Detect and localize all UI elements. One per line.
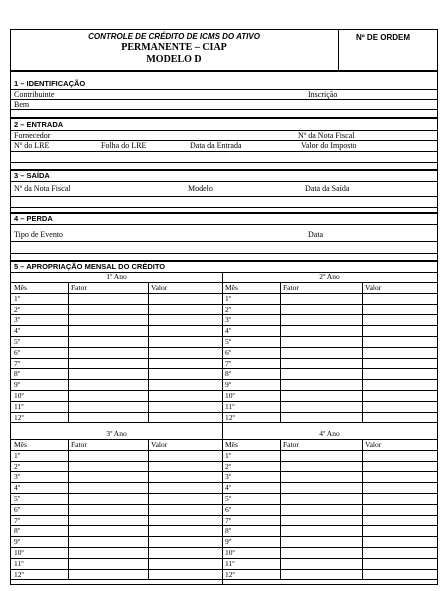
month-label: 12º <box>14 412 24 422</box>
fator-field[interactable] <box>69 315 147 324</box>
valor-field[interactable] <box>149 472 221 481</box>
section-perda-title: 4 – PERDA <box>14 214 53 223</box>
month-label: 2º <box>14 304 21 314</box>
column-header: Mês <box>14 283 27 292</box>
month-label: 7º <box>14 358 21 368</box>
valor-field[interactable] <box>363 326 436 335</box>
valor-field[interactable] <box>149 570 221 579</box>
valor-field[interactable] <box>363 402 436 411</box>
valor-field[interactable] <box>363 391 436 400</box>
column-header: Valor <box>365 283 382 292</box>
form-title-line1: CONTROLE DE CRÉDITO DE ICMS DO ATIVO <box>88 32 260 41</box>
month-label: 3º <box>225 472 232 482</box>
fator-field[interactable] <box>69 516 147 525</box>
row-line <box>11 89 437 90</box>
fator-field[interactable] <box>69 380 147 389</box>
month-label: 5º <box>14 337 21 346</box>
section-divider <box>11 169 437 171</box>
fator-field[interactable] <box>281 505 361 514</box>
month-label: 2º <box>14 461 21 471</box>
nota-fiscal-saida-label: Nº da Nota Fiscal <box>14 184 71 193</box>
valor-field[interactable] <box>149 294 221 303</box>
month-label: 8º <box>14 526 21 536</box>
row-line <box>11 99 437 100</box>
column-header: Fator <box>71 440 87 449</box>
valor-field[interactable] <box>363 315 436 324</box>
fator-field[interactable] <box>281 451 361 460</box>
fator-field[interactable] <box>69 369 147 378</box>
valor-field[interactable] <box>363 337 436 346</box>
column-header: Fator <box>283 440 299 449</box>
fator-field[interactable] <box>281 483 361 492</box>
month-label: 2º <box>225 304 232 314</box>
fator-field[interactable] <box>281 315 361 324</box>
month-label: 1º <box>14 293 21 303</box>
fator-field[interactable] <box>69 305 147 314</box>
row-line <box>11 422 222 423</box>
column-header: Valor <box>365 440 382 449</box>
column-header: Valor <box>151 283 168 292</box>
valor-field[interactable] <box>149 451 221 460</box>
fator-field[interactable] <box>281 380 361 389</box>
month-label: 4º <box>225 326 232 336</box>
contribuinte-label: Contribuinte <box>14 90 55 99</box>
table-divider <box>222 272 223 584</box>
column-line <box>68 439 69 579</box>
fator-field[interactable] <box>69 348 147 357</box>
valor-field[interactable] <box>363 451 436 460</box>
fator-field[interactable] <box>69 505 147 514</box>
valor-field[interactable] <box>363 305 436 314</box>
fator-field[interactable] <box>281 559 361 568</box>
fator-field[interactable] <box>281 526 361 535</box>
valor-field[interactable] <box>363 570 436 579</box>
valor-field[interactable] <box>149 505 221 514</box>
valor-field[interactable] <box>363 380 436 389</box>
valor-field[interactable] <box>149 413 221 422</box>
valor-field[interactable] <box>149 494 221 503</box>
fator-field[interactable] <box>281 472 361 481</box>
fator-field[interactable] <box>69 451 147 460</box>
fator-field[interactable] <box>69 359 147 368</box>
valor-field[interactable] <box>363 483 436 492</box>
fator-field[interactable] <box>281 359 361 368</box>
fator-field[interactable] <box>281 537 361 546</box>
fator-field[interactable] <box>69 559 147 568</box>
row-line <box>11 162 437 163</box>
valor-field[interactable] <box>149 462 221 471</box>
row-line <box>11 224 437 225</box>
valor-field[interactable] <box>149 315 221 324</box>
fator-field[interactable] <box>281 413 361 422</box>
valor-field[interactable] <box>363 526 436 535</box>
row-line <box>11 439 222 440</box>
month-label: 2º <box>225 461 232 471</box>
fator-field[interactable] <box>281 391 361 400</box>
fator-field[interactable] <box>69 462 147 471</box>
month-label: 11º <box>225 558 235 568</box>
fator-field[interactable] <box>281 462 361 471</box>
section-apropriacao-title: 5 – APROPRIAÇÃO MENSAL DO CRÉDITO <box>14 262 166 271</box>
fator-field[interactable] <box>69 391 147 400</box>
fator-field[interactable] <box>69 537 147 546</box>
month-label: 10º <box>14 391 24 400</box>
nota-fiscal-entrada-label: Nº da Nota Fiscal <box>298 131 355 140</box>
month-label: 1º <box>14 450 21 460</box>
column-line <box>148 439 149 579</box>
month-label: 6º <box>14 504 21 514</box>
column-line <box>280 439 281 579</box>
month-label: 4º <box>14 483 21 493</box>
column-line <box>68 282 69 422</box>
month-label: 7º <box>14 515 21 525</box>
valor-field[interactable] <box>363 516 436 525</box>
section-divider <box>11 117 437 119</box>
ciap-form <box>10 29 438 585</box>
year-label: 3º Ano <box>106 429 127 438</box>
month-label: 3º <box>14 472 21 482</box>
folha-lre-label: Folha do LRE <box>101 141 147 150</box>
fator-field[interactable] <box>69 570 147 579</box>
month-label: 1º <box>225 450 232 460</box>
valor-field[interactable] <box>149 348 221 357</box>
valor-field[interactable] <box>363 537 436 546</box>
fator-field[interactable] <box>281 402 361 411</box>
column-line <box>362 282 363 422</box>
month-label: 5º <box>14 494 21 503</box>
valor-field[interactable] <box>363 505 436 514</box>
valor-field[interactable] <box>363 413 436 422</box>
valor-field[interactable] <box>363 559 436 568</box>
row-line <box>222 422 437 423</box>
order-number-field[interactable] <box>339 42 437 69</box>
fator-field[interactable] <box>281 369 361 378</box>
valor-field[interactable] <box>363 494 436 503</box>
column-header: Mês <box>225 283 238 292</box>
valor-field[interactable] <box>149 548 221 557</box>
section-entrada-title: 2 – ENTRADA <box>14 120 64 129</box>
valor-field[interactable] <box>363 462 436 471</box>
month-label: 11º <box>225 401 235 411</box>
row-line <box>11 181 437 182</box>
data-entrada-label: Data da Entrada <box>190 141 242 150</box>
bem-label: Bem <box>14 100 30 109</box>
row-line <box>11 130 437 131</box>
valor-field[interactable] <box>149 516 221 525</box>
column-line <box>148 282 149 422</box>
valor-field[interactable] <box>149 326 221 335</box>
valor-field[interactable] <box>149 559 221 568</box>
section-saida-title: 3 – SAÍDA <box>14 171 50 180</box>
fator-field[interactable] <box>69 472 147 481</box>
valor-field[interactable] <box>149 537 221 546</box>
month-label: 10º <box>14 548 24 557</box>
fator-field[interactable] <box>69 294 147 303</box>
month-label: 4º <box>225 483 232 493</box>
column-line <box>362 439 363 579</box>
month-label: 7º <box>225 515 232 525</box>
valor-imposto-label: Valor do Imposto <box>301 141 357 150</box>
month-label: 5º <box>225 337 232 346</box>
valor-field[interactable] <box>149 391 221 400</box>
section-divider <box>11 70 437 72</box>
fator-field[interactable] <box>69 548 147 557</box>
form-title-line3: MODELO D <box>146 54 202 65</box>
valor-field[interactable] <box>363 472 436 481</box>
fator-field[interactable] <box>69 494 147 503</box>
valor-field[interactable] <box>363 369 436 378</box>
fator-field[interactable] <box>69 326 147 335</box>
fator-field[interactable] <box>69 483 147 492</box>
fator-field[interactable] <box>281 326 361 335</box>
month-label: 9º <box>225 380 232 390</box>
tipo-evento-label: Tipo de Evento <box>14 230 64 239</box>
month-label: 8º <box>225 369 232 379</box>
row-line <box>11 579 222 580</box>
column-header: Mês <box>14 440 27 449</box>
valor-field[interactable] <box>149 380 221 389</box>
month-label: 12º <box>225 412 235 422</box>
data-perda-label: Data <box>308 230 324 239</box>
column-header: Fator <box>71 283 87 292</box>
fator-field[interactable] <box>281 516 361 525</box>
valor-field[interactable] <box>363 294 436 303</box>
month-label: 6º <box>225 347 232 357</box>
inscricao-label: Inscrição <box>308 90 338 99</box>
year-label: 2º Ano <box>319 272 340 281</box>
month-label: 3º <box>225 315 232 325</box>
fator-field[interactable] <box>281 348 361 357</box>
valor-field[interactable] <box>149 369 221 378</box>
month-label: 6º <box>225 504 232 514</box>
form-title-line2: PERMANENTE – CIAP <box>121 42 227 53</box>
modelo-label: Modelo <box>188 184 213 193</box>
fator-field[interactable] <box>281 337 361 346</box>
data-saida-label: Data da Saída <box>305 184 350 193</box>
row-line <box>11 109 437 110</box>
section-identificacao-title: 1 – IDENTIFICAÇÃO <box>14 79 86 88</box>
valor-field[interactable] <box>149 402 221 411</box>
order-number-label: Nº DE ORDEM <box>356 33 411 42</box>
month-label: 12º <box>14 569 24 579</box>
fator-field[interactable] <box>69 526 147 535</box>
month-label: 10º <box>225 548 235 557</box>
month-label: 12º <box>225 569 235 579</box>
row-line <box>11 207 437 208</box>
section-divider <box>11 212 437 214</box>
valor-field[interactable] <box>149 359 221 368</box>
month-label: 11º <box>14 401 24 411</box>
row-line <box>11 196 437 197</box>
row-line <box>11 241 437 242</box>
lre-label: Nº do LRE <box>14 141 50 150</box>
row-line <box>222 282 437 283</box>
column-header: Valor <box>151 440 168 449</box>
row-line <box>11 151 437 152</box>
valor-field[interactable] <box>363 348 436 357</box>
column-header: Mês <box>225 440 238 449</box>
row-line <box>11 253 437 254</box>
column-line <box>280 282 281 422</box>
fator-field[interactable] <box>69 337 147 346</box>
year-label: 1º Ano <box>106 272 127 281</box>
month-label: 10º <box>225 391 235 400</box>
month-label: 7º <box>225 358 232 368</box>
fator-field[interactable] <box>69 413 147 422</box>
fator-field[interactable] <box>69 402 147 411</box>
valor-field[interactable] <box>149 337 221 346</box>
fator-field[interactable] <box>281 294 361 303</box>
fator-field[interactable] <box>281 305 361 314</box>
month-label: 8º <box>14 369 21 379</box>
month-label: 9º <box>225 537 232 547</box>
valor-field[interactable] <box>363 359 436 368</box>
row-line <box>222 579 437 580</box>
row-line <box>11 282 222 283</box>
year-label: 4º Ano <box>319 429 340 438</box>
valor-field[interactable] <box>363 548 436 557</box>
fornecedor-label: Fornecedor <box>14 131 51 140</box>
month-label: 9º <box>14 380 21 390</box>
month-label: 4º <box>14 326 21 336</box>
month-label: 1º <box>225 293 232 303</box>
valor-field[interactable] <box>149 483 221 492</box>
fator-field[interactable] <box>281 494 361 503</box>
month-label: 5º <box>225 494 232 503</box>
month-label: 3º <box>14 315 21 325</box>
valor-field[interactable] <box>149 526 221 535</box>
valor-field[interactable] <box>149 305 221 314</box>
row-line <box>222 439 437 440</box>
column-header: Fator <box>283 283 299 292</box>
month-label: 6º <box>14 347 21 357</box>
month-label: 9º <box>14 537 21 547</box>
fator-field[interactable] <box>281 548 361 557</box>
month-label: 11º <box>14 558 24 568</box>
fator-field[interactable] <box>281 570 361 579</box>
month-label: 8º <box>225 526 232 536</box>
